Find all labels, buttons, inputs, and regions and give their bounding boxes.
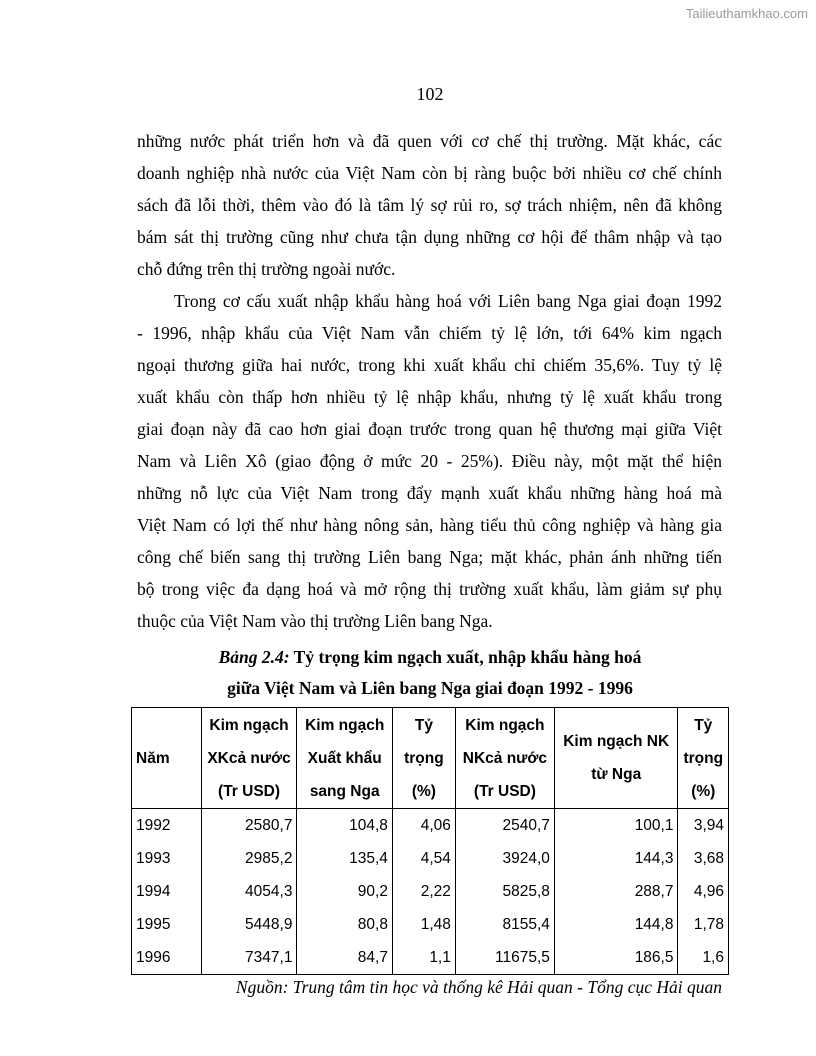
text-line: sách đã lỗi thời, thêm vào đó là tâm lý sợ rủi ro, sợ trách nhiệm, nên đã không <box>137 195 722 215</box>
table-cell: 4054,3 <box>201 875 297 908</box>
table-caption-line1 <box>0 641 816 673</box>
text-line: thuộc của Việt Nam vào thị trường Liên bang Nga. <box>137 611 493 631</box>
text-line: những nỗ lực của Việt Nam trong đẩy mạnh xuất khẩu những hàng hoá mà <box>137 483 722 503</box>
column-header: Kim ngạch NK từ Nga <box>554 708 678 809</box>
text-line: giai đoạn này đã cao hơn giai đoạn trước trong quan hệ thương mại giữa Việt <box>137 419 722 439</box>
text-line: công chế biến sang thị trường Liên bang Nga; mặt khác, phản ánh những tiến <box>137 547 722 567</box>
text-line: bám sát thị trường cũng như chưa tận dụng những cơ hội để thâm nhập và tạo <box>137 227 722 247</box>
table-row <box>132 908 729 941</box>
text-line: doanh nghiệp nhà nước của Việt Nam còn bị ràng buộc bởi nhiều cơ chế chính <box>137 163 722 183</box>
page-number: 102 <box>416 84 444 104</box>
paragraph-2 <box>137 285 722 637</box>
table-cell: 1,1 <box>392 941 455 975</box>
trade-table <box>131 707 729 975</box>
text-line: Nam và Liên Xô (giao động ở mức 20 - 25%). Điều này, một mặt thể hiện <box>137 451 722 471</box>
table-caption-label: Bảng 2.4: <box>218 647 290 667</box>
table-cell: 1992 <box>132 809 202 843</box>
table-cell: 104,8 <box>297 809 392 843</box>
table-row <box>132 809 729 843</box>
column-header: Tỷ trọng (%) <box>392 708 455 809</box>
table-cell: 144,8 <box>554 908 678 941</box>
text-line: Trong cơ cấu xuất nhập khẩu hàng hoá với Liên bang Nga giai đoạn 1992 <box>174 291 722 311</box>
table-cell: 186,5 <box>554 941 678 975</box>
table-cell: 84,7 <box>297 941 392 975</box>
text-line: bộ trong việc đa dạng hoá và mở rộng thị trường xuất khẩu, làm giảm sự phụ <box>137 579 722 599</box>
table-cell: 3,94 <box>678 809 729 843</box>
column-header: Kim ngạch XKcả nước (Tr USD) <box>201 708 297 809</box>
column-header: Năm <box>132 708 202 809</box>
table-cell: 2985,2 <box>201 842 297 875</box>
table-cell: 11675,5 <box>455 941 554 975</box>
table-cell: 2,22 <box>392 875 455 908</box>
table-row <box>132 842 729 875</box>
table-row <box>132 875 729 908</box>
table-cell: 3924,0 <box>455 842 554 875</box>
table-caption-line2: giữa Việt Nam và Liên bang Nga giai đoạn 1992 - 1996 <box>227 678 633 698</box>
table-cell: 4,96 <box>678 875 729 908</box>
table-cell: 1994 <box>132 875 202 908</box>
table-caption-text: Tỷ trọng kim ngạch xuất, nhập khẩu hàng hoá <box>289 647 642 667</box>
table-cell: 1993 <box>132 842 202 875</box>
table-cell: 1,48 <box>392 908 455 941</box>
table-cell: 7347,1 <box>201 941 297 975</box>
text-line: chỗ đứng trên thị trường ngoài nước. <box>137 259 396 279</box>
table-source: Nguồn: Trung tâm tin học và thống kê Hải quan - Tổng cục Hải quan <box>235 977 722 997</box>
paragraph-1 <box>137 125 722 285</box>
text-line: ngoại thương giữa hai nước, trong khi xuất khẩu chỉ chiếm 35,6%. Tuy tỷ lệ <box>137 355 722 375</box>
table-row <box>132 941 729 975</box>
table-cell: 144,3 <box>554 842 678 875</box>
table-header-row <box>132 708 729 809</box>
table-cell: 8155,4 <box>455 908 554 941</box>
table-cell: 90,2 <box>297 875 392 908</box>
table-cell: 1,6 <box>678 941 729 975</box>
watermark: Tailieuthamkhao.com <box>685 6 808 21</box>
table-cell: 4,06 <box>392 809 455 843</box>
text-line: xuất khẩu còn thấp hơn nhiều tỷ lệ nhập khẩu, nhưng tỷ lệ xuất khẩu trong <box>137 387 722 407</box>
table-cell: 135,4 <box>297 842 392 875</box>
table-cell: 1995 <box>132 908 202 941</box>
table-cell: 1,78 <box>678 908 729 941</box>
column-header: Tỷ trọng (%) <box>678 708 729 809</box>
table-cell: 3,68 <box>678 842 729 875</box>
table-cell: 100,1 <box>554 809 678 843</box>
body-text <box>137 125 722 637</box>
column-header: Kim ngạch NKcả nước (Tr USD) <box>455 708 554 809</box>
text-line: những nước phát triển hơn và đã quen với cơ chế thị trường. Mặt khác, các <box>137 131 722 151</box>
table-cell: 5825,8 <box>455 875 554 908</box>
text-line: - 1996, nhập khẩu của Việt Nam vẫn chiếm tỷ lệ lớn, tới 64% kim ngạch <box>137 323 722 343</box>
table-cell: 80,8 <box>297 908 392 941</box>
table-cell: 4,54 <box>392 842 455 875</box>
table-cell: 5448,9 <box>201 908 297 941</box>
column-header: Kim ngạch Xuất khẩu sang Nga <box>297 708 392 809</box>
text-line: Việt Nam có lợi thế như hàng nông sản, hàng tiểu thủ công nghiệp và hàng gia <box>137 515 722 535</box>
table-cell: 2540,7 <box>455 809 554 843</box>
table-cell: 288,7 <box>554 875 678 908</box>
table-cell: 1996 <box>132 941 202 975</box>
table-cell: 2580,7 <box>201 809 297 843</box>
